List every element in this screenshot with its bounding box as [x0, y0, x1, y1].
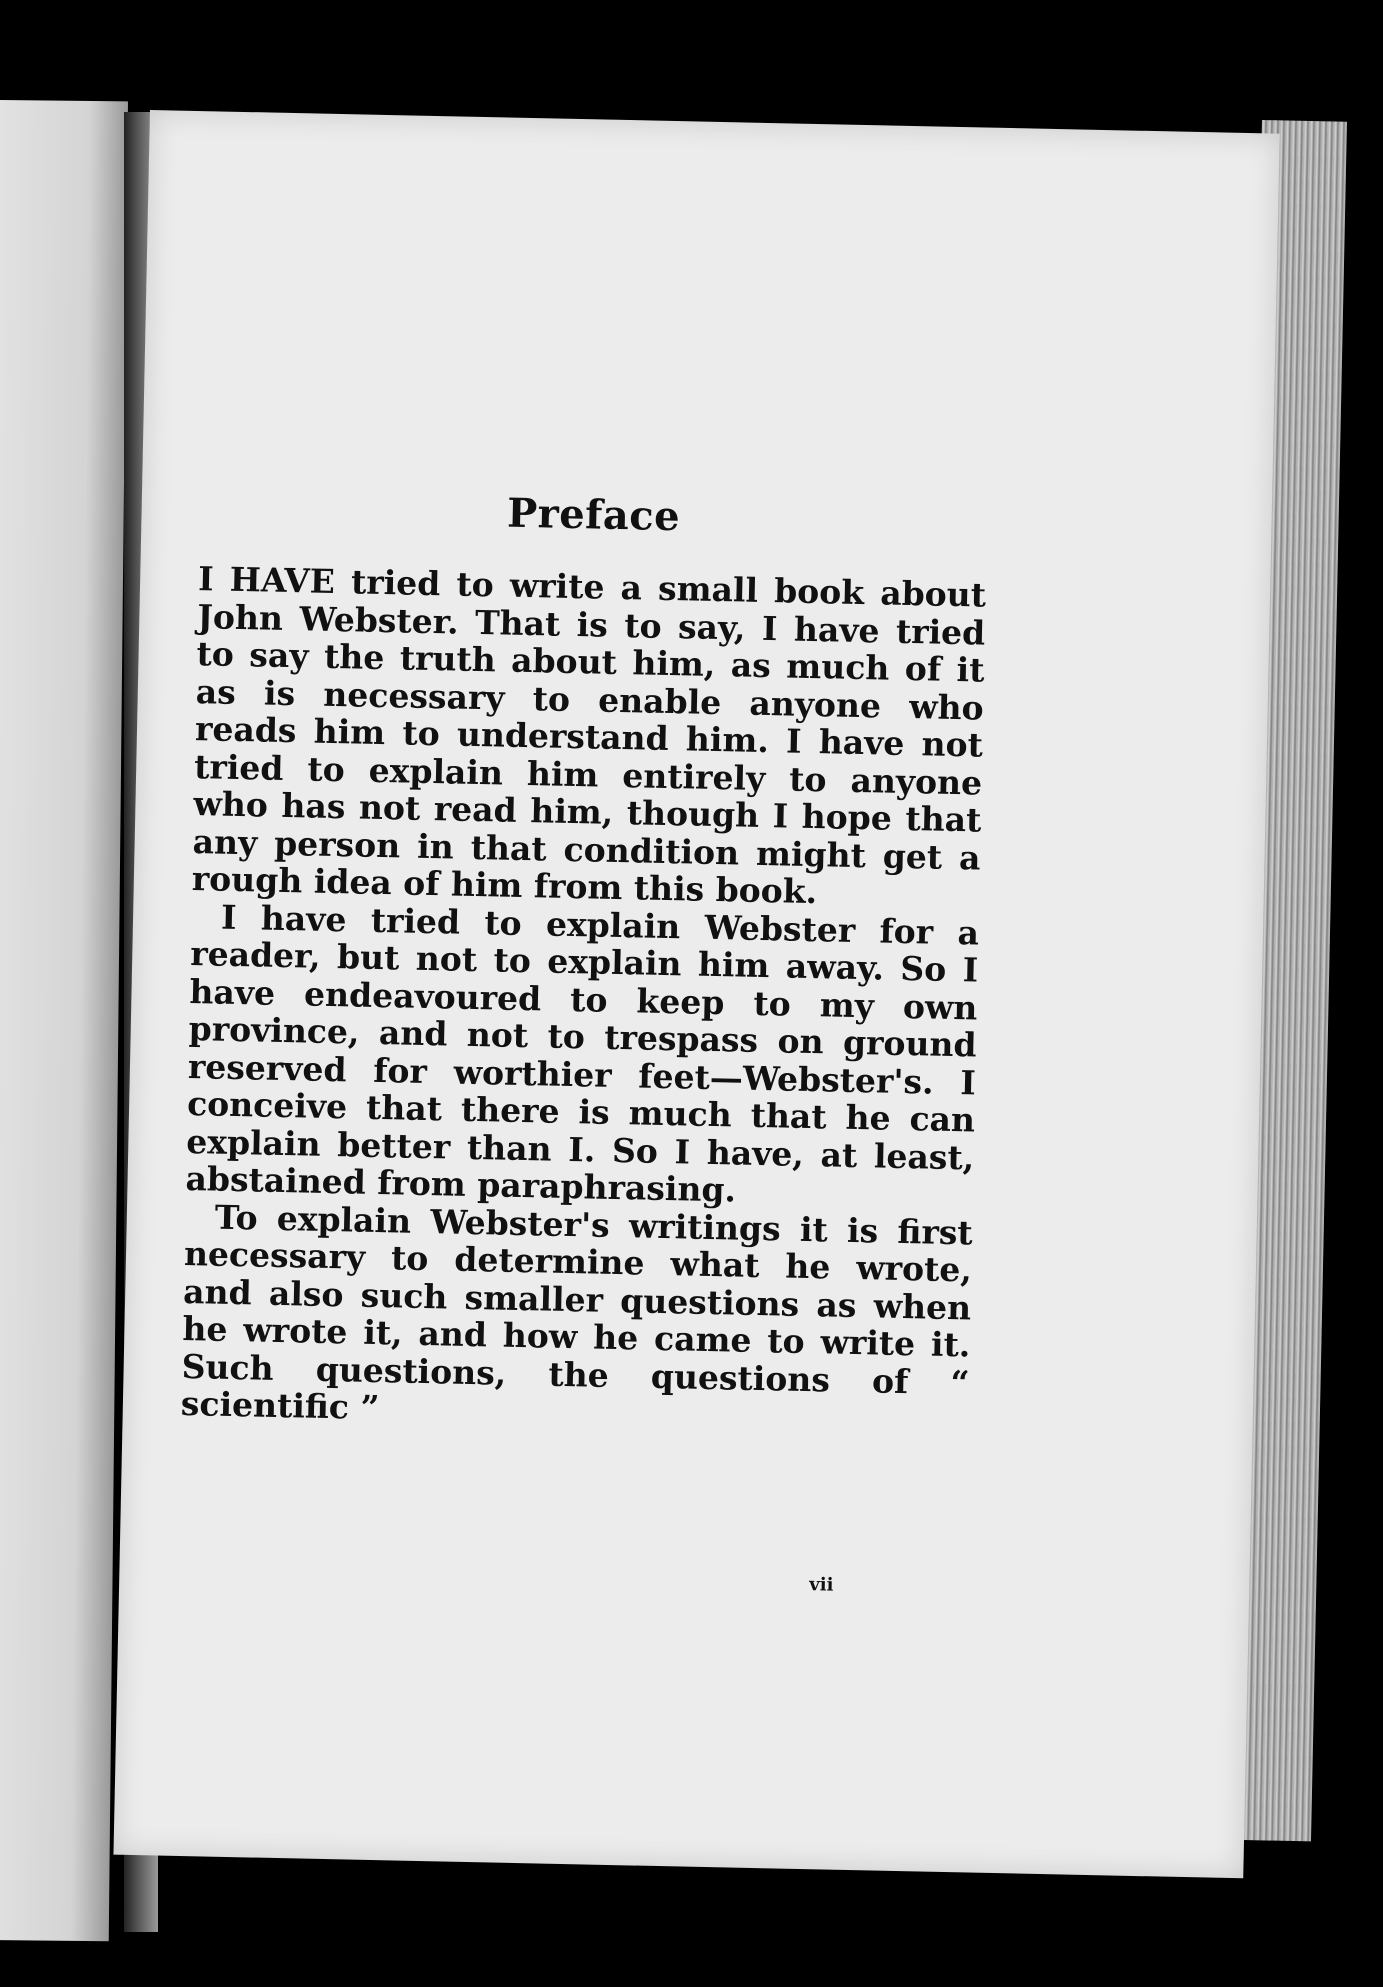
paragraph-1 — [192, 560, 987, 914]
page-text-block — [181, 483, 989, 1439]
paragraph-lead-smallcaps: I HAVE — [197, 559, 336, 601]
left-page-edge — [0, 100, 128, 1941]
page-number: vii — [809, 1574, 834, 1596]
book-page — [113, 110, 1279, 1878]
paragraph-1-text: tried to write a small book about John Webster. That is to say, I have tried to say the truth about him, as much of it as is necessary to enable anyone who reads him to understand him. I have not tried to explain him entirely to anyone who has not read him, though I hope that any person in that condition might get a rough idea of him from this book. — [191, 561, 987, 912]
paragraph-3: To explain Webster's writings it is first necessary to determine what he wrote, and also such smaller questions as when he wrote it, and how he came to write it. Such questions, the questions of “ scientific ” — [180, 1197, 974, 1428]
paragraph-2: I have tried to explain Webster for a reader, but not to explain him away. So I have endeavoured to keep to my own province, and not to trespass on ground reserved for worthier feet—Webster's. I conceive that there is much that he can explain better than I. So I have, at least, abstained from paraphrasing. — [185, 897, 980, 1210]
page-title: Preface — [506, 489, 681, 541]
